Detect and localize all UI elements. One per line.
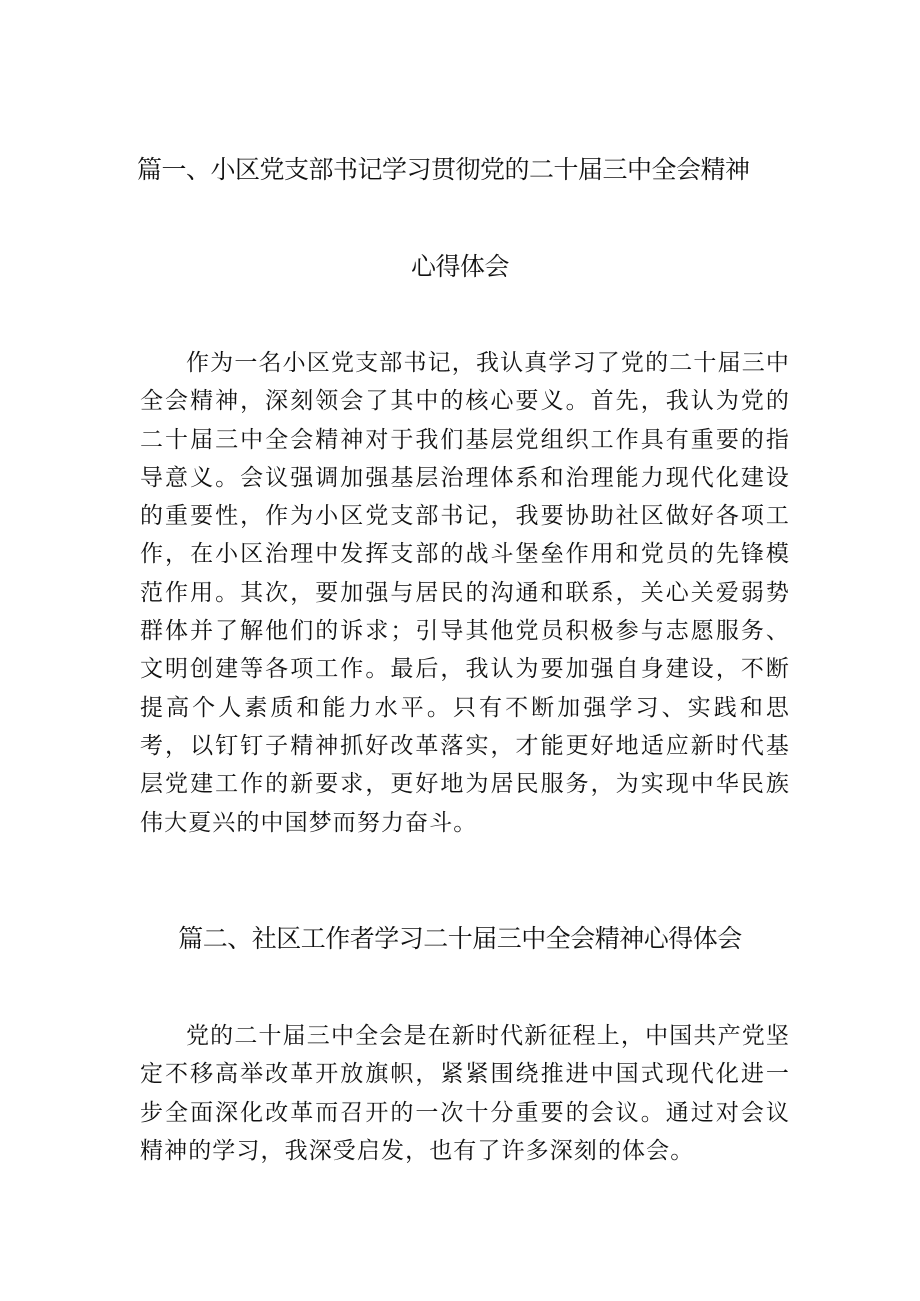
- section1-title-line1: 篇一、小区党支部书记学习贯彻党的二十届三中全会精神: [137, 155, 750, 184]
- section2-title: 篇二、社区工作者学习二十届三中全会精神心得体会: [178, 924, 742, 953]
- section1-paragraph: 作为一名小区党支部书记，我认真学习了党的二十届三中全会精神，深刻领会了其中的核心要义。首先，我认为党的二十届三中全会精神对于我们基层党组织工作具有重要的指导意义。会议强调加强基层治理体系和治理能力现代化建设的重要性，作为小区党支部书记，我要协助社区做好各项工作，在小区治理中发挥支部的战斗堡垒作用和党员的先锋模范作用。其次，要加强与居民的沟通和联系，关心关爱弱势群体并了解他们的诉求；引导其他党员积极参与志愿服务、文明创建等各项工作。最后，我认为要加强自身建设，不断提高个人素质和能力水平。只有不断加强学习、实践和思考，以钉钉子精神抓好改革落实，才能更好地适应新时代基层党建工作的新要求，更好地为居民服务，为实现中华民族伟大夏兴的中国梦而努力奋斗。: [140, 350, 790, 836]
- section2-paragraph: 党的二十届三中全会是在新时代新征程上，中国共产党坚定不移高举改革开放旗帜，紧紧围绕推进中国式现代化进一步全面深化改革而召开的一次十分重要的会议。通过对会议精神的学习，我深受启发，也有了许多深刻的体会。: [140, 1023, 790, 1164]
- section1-title-line2: 心得体会: [410, 252, 509, 281]
